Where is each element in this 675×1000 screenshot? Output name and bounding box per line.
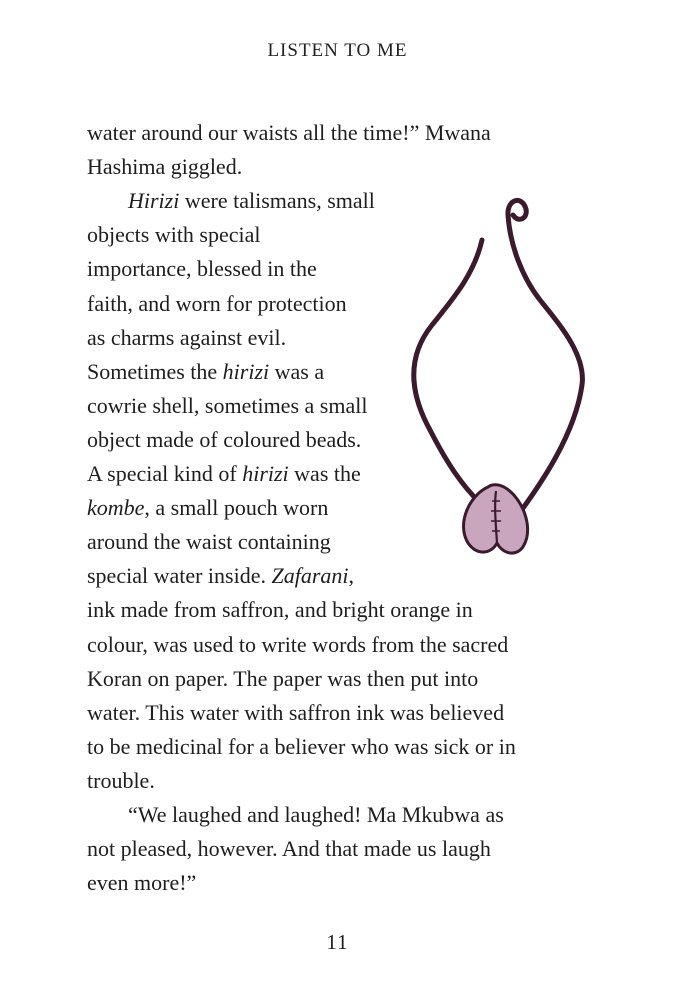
text-run: objects with special	[87, 222, 261, 248]
italic-term: kombe	[87, 495, 145, 521]
text-line	[87, 559, 354, 593]
text-line	[87, 321, 286, 355]
text-line	[87, 696, 504, 730]
text-line	[87, 355, 324, 389]
text-line	[87, 525, 331, 559]
text-run: around the waist containing	[87, 529, 331, 555]
text-run: Sometimes the	[87, 358, 223, 384]
text-line	[87, 593, 473, 627]
text-line	[128, 184, 375, 218]
text-run: Hashima giggled.	[87, 154, 243, 180]
text-line	[87, 150, 242, 184]
text-run: “We laughed and laughed! Ma Mkubwa as	[128, 802, 504, 827]
text-run: were talismans, small	[179, 188, 375, 214]
text-run: object made of coloured beads.	[87, 426, 362, 452]
cowrie-necklace-icon	[414, 200, 583, 553]
text-line	[87, 730, 516, 764]
text-run: ink made from saffron, and bright orange in	[87, 597, 473, 623]
text-run: , a small pouch worn	[144, 495, 329, 521]
cowrie-necklace-illustration	[400, 185, 600, 565]
text-line	[87, 457, 361, 491]
text-line	[87, 628, 508, 662]
text-run: special water inside.	[87, 563, 272, 589]
running-head: LISTEN TO ME	[267, 40, 408, 61]
text-run: importance, blessed in the	[87, 256, 317, 282]
text-run: to be medicinal for a believer who was sick or in	[87, 733, 516, 759]
text-run: as charms against evil.	[87, 324, 287, 350]
italic-term: hirizi	[222, 358, 270, 384]
text-run: water. This water with saffron ink was believed	[87, 699, 505, 725]
italic-term: Hirizi	[128, 188, 180, 214]
text-line	[87, 218, 261, 252]
text-run: water around our waists all the time!” Mwana	[87, 120, 491, 145]
text-run: was a	[269, 358, 325, 384]
text-line	[87, 389, 367, 423]
text-line	[87, 287, 347, 321]
italic-term: Zafarani	[271, 563, 349, 589]
text-run: colour, was used to write words from the sacred	[87, 631, 509, 657]
text-run: faith, and worn for protection	[87, 290, 347, 316]
text-run: trouble.	[87, 767, 155, 793]
text-line	[87, 662, 478, 696]
text-run: cowrie shell, sometimes a small	[87, 392, 368, 418]
page-number: 11	[326, 930, 349, 954]
text-line	[128, 798, 504, 832]
text-run: A special kind of	[87, 461, 243, 486]
text-line	[87, 491, 328, 525]
text-run: ,	[348, 563, 355, 589]
text-line	[87, 866, 196, 900]
text-line	[87, 116, 491, 150]
text-line	[87, 764, 155, 798]
text-line	[87, 252, 317, 286]
text-run: even more!”	[87, 870, 197, 896]
text-line	[87, 423, 361, 457]
text-run: not pleased, however. And that made us laugh	[87, 836, 491, 862]
text-run: was the	[288, 461, 361, 486]
text-line	[87, 832, 491, 866]
text-run: Koran on paper. The paper was then put into	[87, 665, 479, 691]
italic-term: hirizi	[242, 461, 289, 486]
